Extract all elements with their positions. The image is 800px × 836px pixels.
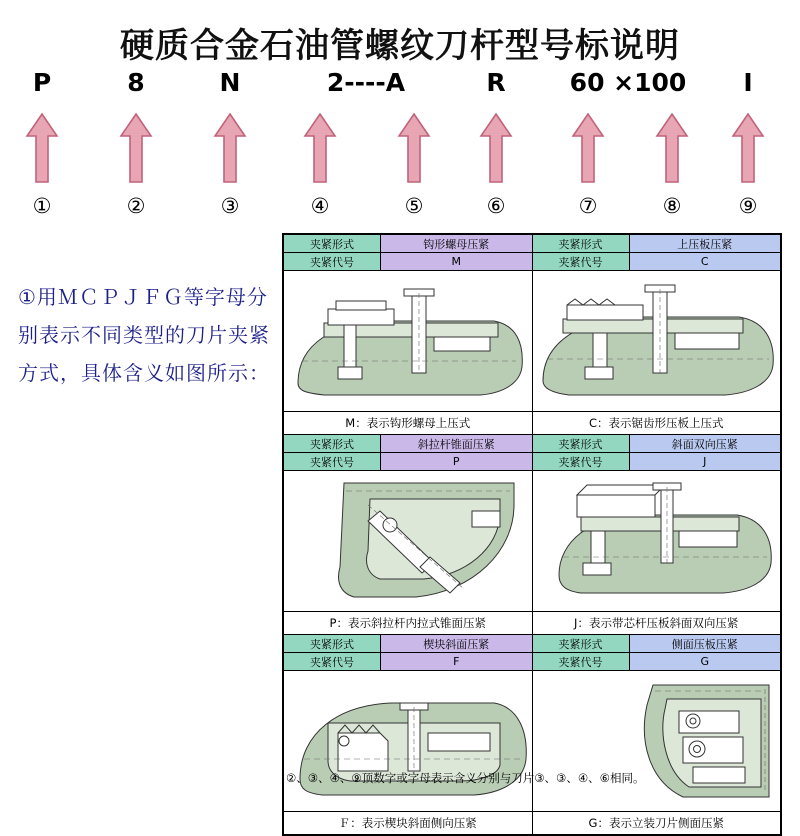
row1-left-code-label: 夹紧代号 (284, 253, 381, 271)
row1-right-form-label: 夹紧形式 (532, 235, 629, 253)
circled-number-7: ⑦ (578, 194, 598, 218)
row2-left-code-label: 夹紧代号 (284, 453, 381, 471)
circled-number-2: ② (126, 194, 146, 218)
caption-g: G：表示立装刀片侧面压紧 (532, 812, 781, 835)
row3-left-code-value: F (381, 653, 533, 671)
arrow-up-icon-3 (213, 112, 247, 184)
row2-right-code-value: J (629, 453, 781, 471)
figure-g (532, 671, 781, 812)
caption-p: P：表示斜拉杆内拉式锥面压紧 (284, 612, 533, 635)
circled-number-6: ⑥ (486, 194, 506, 218)
caption-m: M：表示钩形螺母上压式 (284, 412, 533, 435)
row1-left-code-value: M (381, 253, 533, 271)
code-item-6: 60 ×100 (569, 68, 687, 97)
table-row (284, 235, 781, 253)
circled-number-3: ③ (220, 194, 240, 218)
row2-right-code-label: 夹紧代号 (532, 453, 629, 471)
caption-j: J：表示带芯杆压板斜面双向压紧 (532, 612, 781, 635)
table-row (284, 435, 781, 453)
figure-p (284, 471, 533, 612)
table-row (284, 653, 781, 671)
model-code-row (0, 68, 800, 104)
arrow-up-icon-9 (731, 112, 765, 184)
arrow-up-icon-5 (397, 112, 431, 184)
arrow-up-icon-2 (119, 112, 153, 184)
row2-left-code-value: P (381, 453, 533, 471)
circled-number-8: ⑧ (662, 194, 682, 218)
row1-right-form-value: 上压板压紧 (629, 235, 781, 253)
table-row (284, 812, 781, 835)
arrow-up-icon-8 (655, 112, 689, 184)
row3-left-form-label: 夹紧形式 (284, 635, 381, 653)
code-item-5: R (486, 68, 506, 97)
circled-number-1: ① (32, 194, 52, 218)
table-row (284, 671, 781, 812)
table-row (284, 412, 781, 435)
figure-j (532, 471, 781, 612)
row3-right-form-value: 侧面压板压紧 (629, 635, 781, 653)
table-row (284, 635, 781, 653)
row1-left-form-value: 钩形螺母压紧 (381, 235, 533, 253)
figure-f (284, 671, 533, 812)
code-item-4: 2----A (326, 68, 406, 97)
row2-right-form-value: 斜面双向压紧 (629, 435, 781, 453)
code-item-3: N (219, 68, 241, 97)
left-explanatory-note: ①用ＭＣＰＪＦＧ等字母分别表示不同类型的刀片夹紧方式，具体含义如图所示： (18, 285, 270, 385)
table-row (284, 471, 781, 612)
page-title: 硬质合金石油管螺纹刀杆型号标说明 (120, 26, 680, 66)
code-item-7: Ⅰ (743, 68, 753, 97)
row3-left-form-value: 楔块斜面压紧 (381, 635, 533, 653)
caption-c: C：表示锯齿形压板上压式 (532, 412, 781, 435)
code-item-2: 8 (127, 68, 145, 97)
clamp-type-table (282, 233, 782, 836)
footnote: ②、③、④、⑨顶数字或字母表示含义分别与刀片③、③、④、⑥相同。 (286, 771, 645, 785)
row2-left-form-label: 夹紧形式 (284, 435, 381, 453)
arrow-up-icon-7 (571, 112, 605, 184)
row3-right-form-label: 夹紧形式 (532, 635, 629, 653)
row3-left-code-label: 夹紧代号 (284, 653, 381, 671)
table-row (284, 612, 781, 635)
table-row (284, 253, 781, 271)
arrow-up-icon-6 (479, 112, 513, 184)
row3-right-code-label: 夹紧代号 (532, 653, 629, 671)
row2-right-form-label: 夹紧形式 (532, 435, 629, 453)
code-item-1: P (32, 68, 52, 97)
table-row (284, 271, 781, 412)
row1-right-code-value: C (629, 253, 781, 271)
row1-right-code-label: 夹紧代号 (532, 253, 629, 271)
circled-number-5: ⑤ (404, 194, 424, 218)
figure-m (284, 271, 533, 412)
row1-left-form-label: 夹紧形式 (284, 235, 381, 253)
circled-number-4: ④ (310, 194, 330, 218)
arrow-up-icon-1 (25, 112, 59, 184)
row2-left-form-value: 斜拉杆锥面压紧 (381, 435, 533, 453)
figure-c (532, 271, 781, 412)
row3-right-code-value: G (629, 653, 781, 671)
table-row (284, 453, 781, 471)
caption-f: Ｆ：表示楔块斜面侧向压紧 (284, 812, 533, 835)
arrow-up-icon-4 (303, 112, 337, 184)
circled-number-9: ⑨ (738, 194, 758, 218)
